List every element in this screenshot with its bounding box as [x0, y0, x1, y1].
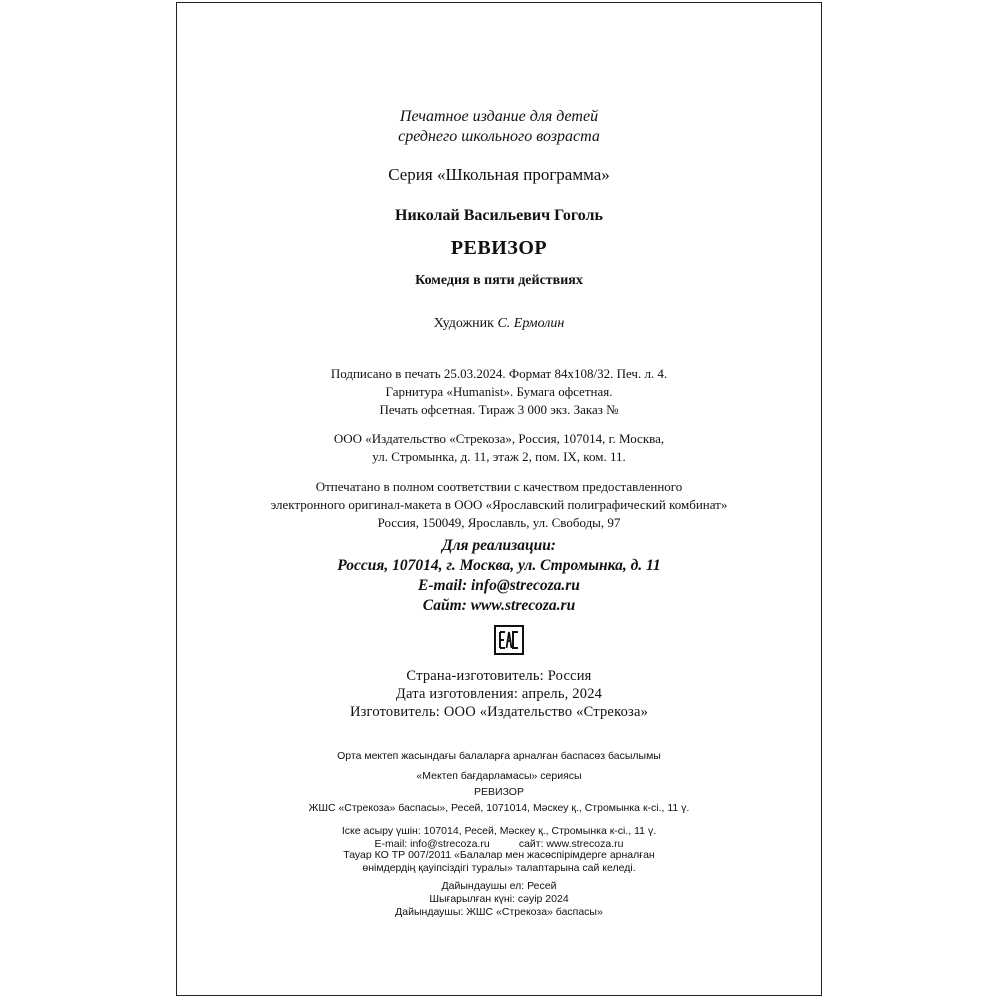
manufacture-date: Дата изготовления: апрель, 2024	[395, 686, 603, 702]
printing-house-line: электронного оригинал-макета в ООО «Ярославский полиграфический комбинат»	[270, 497, 728, 512]
kazakh-conformity	[177, 849, 821, 875]
kazakh-line: ЖШС «Стрекоза» баспасы», Ресей, 1071014, Мәскеу қ., Стромынка к-сі., 11 ү.	[308, 802, 690, 814]
book-title: РЕВИЗОР	[450, 237, 548, 259]
kazakh-line: Дайындаушы ел: Ресей	[441, 880, 557, 892]
printing-house-line: Россия, 150049, Ярославль, ул. Свободы, 97	[377, 515, 621, 530]
author-name: Николай Васильевич Гоголь	[395, 207, 603, 224]
sales-website: Сайт: www.strecoza.ru	[422, 597, 576, 614]
print-details-line: Печать офсетная. Тираж 3 000 экз. Заказ №	[379, 402, 619, 417]
age-notice-line: среднего школьного возраста	[398, 128, 600, 145]
eac-conformity-mark	[494, 625, 524, 655]
kazakh-publisher	[177, 802, 821, 815]
eac-icon	[499, 630, 519, 650]
kazakh-line: өнімдердің қауіпсіздігі туралы» талаптарына сай келеді.	[362, 862, 636, 874]
kazakh-sales	[177, 825, 821, 851]
kazakh-line: Тауар КО ТР 007/2011 «Балалар мен жасөспірімдерге арналған	[343, 849, 655, 861]
book-subtitle: Комедия в пяти действиях	[415, 273, 583, 288]
print-details	[177, 365, 821, 419]
printing-house-line: Отпечатано в полном соответствии с качеством предоставленного	[315, 479, 683, 494]
kazakh-manufacturer	[177, 880, 821, 919]
sales-contacts	[177, 536, 821, 616]
sales-heading: Для реализации:	[442, 537, 556, 554]
kazakh-age-notice	[177, 750, 821, 763]
illustrator-name: С. Ермолин	[497, 316, 565, 331]
age-notice-line: Печатное издание для детей	[399, 108, 599, 125]
kazakh-series	[177, 770, 821, 783]
manufacturer-name: Изготовитель: ООО «Издательство «Стрекоза»	[349, 704, 649, 720]
kazakh-line: Шығарылған күні: сәуір 2024	[429, 893, 569, 905]
manufacturer-country: Страна-изготовитель: Россия	[406, 668, 592, 684]
print-details-line: Гарнитура «Humanist». Бумага офсетная.	[385, 384, 613, 399]
kazakh-line: E-mail: info@strecoza.ru сайт: www.strecoza.ru	[374, 838, 624, 850]
kazakh-line: Орта мектеп жасындағы балаларға арналған баспасөз басылымы	[337, 750, 661, 762]
imprint-page	[176, 2, 822, 996]
publisher-address-line: ул. Стромынка, д. 11, этаж 2, пом. IX, ком. 11.	[372, 449, 626, 464]
kazakh-line: РЕВИЗОР	[474, 786, 524, 798]
kazakh-line: «Мектеп бағдарламасы» сериясы	[416, 770, 582, 782]
publisher-address-line: ООО «Издательство «Стрекоза», Россия, 107014, г. Москва,	[333, 431, 665, 446]
manufacturer-info	[177, 667, 821, 721]
series-name: Серия «Школьная программа»	[388, 165, 610, 184]
publisher-address	[177, 430, 821, 466]
sales-email: E-mail: info@strecoza.ru	[418, 577, 580, 594]
kazakh-line: Іске асыру үшін: 107014, Ресей, Мәскеу қ., Стромынка к-сі., 11 ү.	[341, 825, 657, 837]
sales-address: Россия, 107014, г. Москва, ул. Стромынка, д. 11	[337, 557, 661, 574]
printing-house	[177, 478, 821, 532]
kazakh-title	[177, 786, 821, 799]
illustrator-label: Художник	[433, 316, 498, 331]
kazakh-line: Дайындаушы: ЖШС «Стрекоза» баспасы»	[395, 906, 603, 918]
print-details-line: Подписано в печать 25.03.2024. Формат 84x108/32. Печ. л. 4.	[330, 366, 668, 381]
age-notice	[177, 107, 821, 147]
illustrator-credit	[177, 316, 821, 332]
